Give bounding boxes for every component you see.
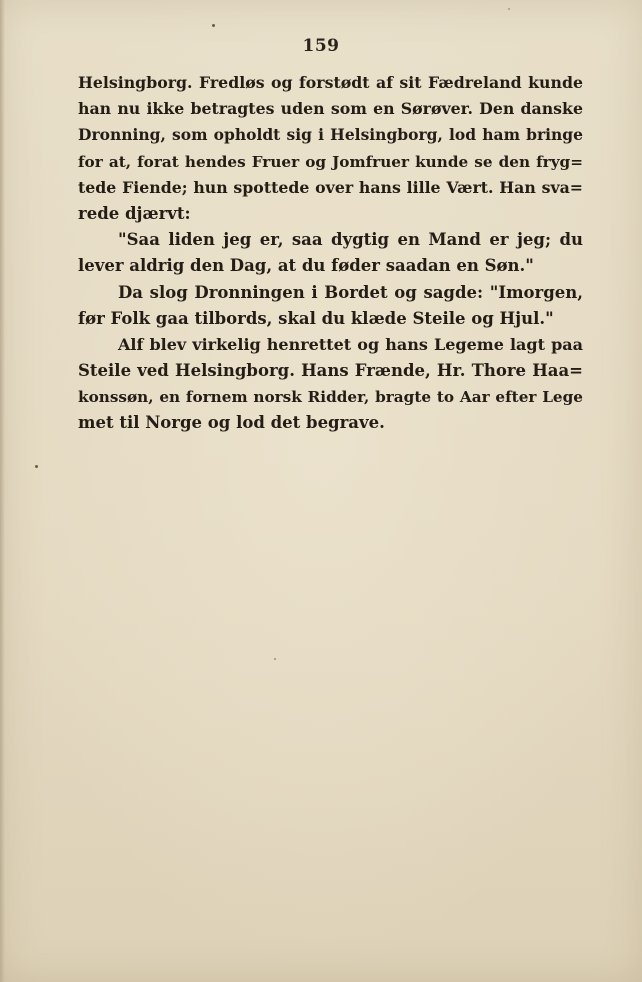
- paper-speck: [35, 465, 38, 468]
- text-line: "Saa liden jeg er, saa dygtig en Mand er jeg; du: [118, 230, 583, 250]
- text-line: før Folk gaa tilbords, skal du klæde Steile og Hjul.": [78, 308, 554, 328]
- text-line: Steile ved Helsingborg. Hans Frænde, Hr. Thore Haa=: [78, 361, 583, 381]
- page-binding-edge: [0, 0, 5, 982]
- text-line: tede Fiende; hun spottede over hans lille Vært. Han sva=: [78, 177, 583, 197]
- text-line: Helsingborg. Fredløs og forstødt af sit Fædreland kunde: [78, 73, 583, 92]
- text-line: rede djærvt:: [78, 203, 191, 223]
- paper-speck: [212, 24, 215, 27]
- text-line: for at, forat hendes Fruer og Jomfruer kunde se den fryg=: [78, 152, 583, 171]
- text-line: Dronning, som opholdt sig i Helsingborg, lod ham bringe: [78, 125, 583, 145]
- paper-speck: [508, 8, 510, 10]
- paper-speck: [274, 658, 276, 660]
- text-line: Alf blev virkelig henrettet og hans Legeme lagt paa: [118, 334, 583, 354]
- text-line: met til Norge og lod det begrave.: [78, 413, 385, 433]
- text-line: han nu ikke betragtes uden som en Sørøver. Den danske: [78, 99, 583, 119]
- text-line: lever aldrig den Dag, at du føder saadan en Søn.": [78, 256, 534, 276]
- page-number: 159: [302, 36, 340, 56]
- text-line: Da slog Dronningen i Bordet og sagde: "Imorgen,: [118, 282, 583, 302]
- text-line: konssøn, en fornem norsk Ridder, bragte to Aar efter Lege: [78, 388, 583, 407]
- body-text: [78, 70, 583, 437]
